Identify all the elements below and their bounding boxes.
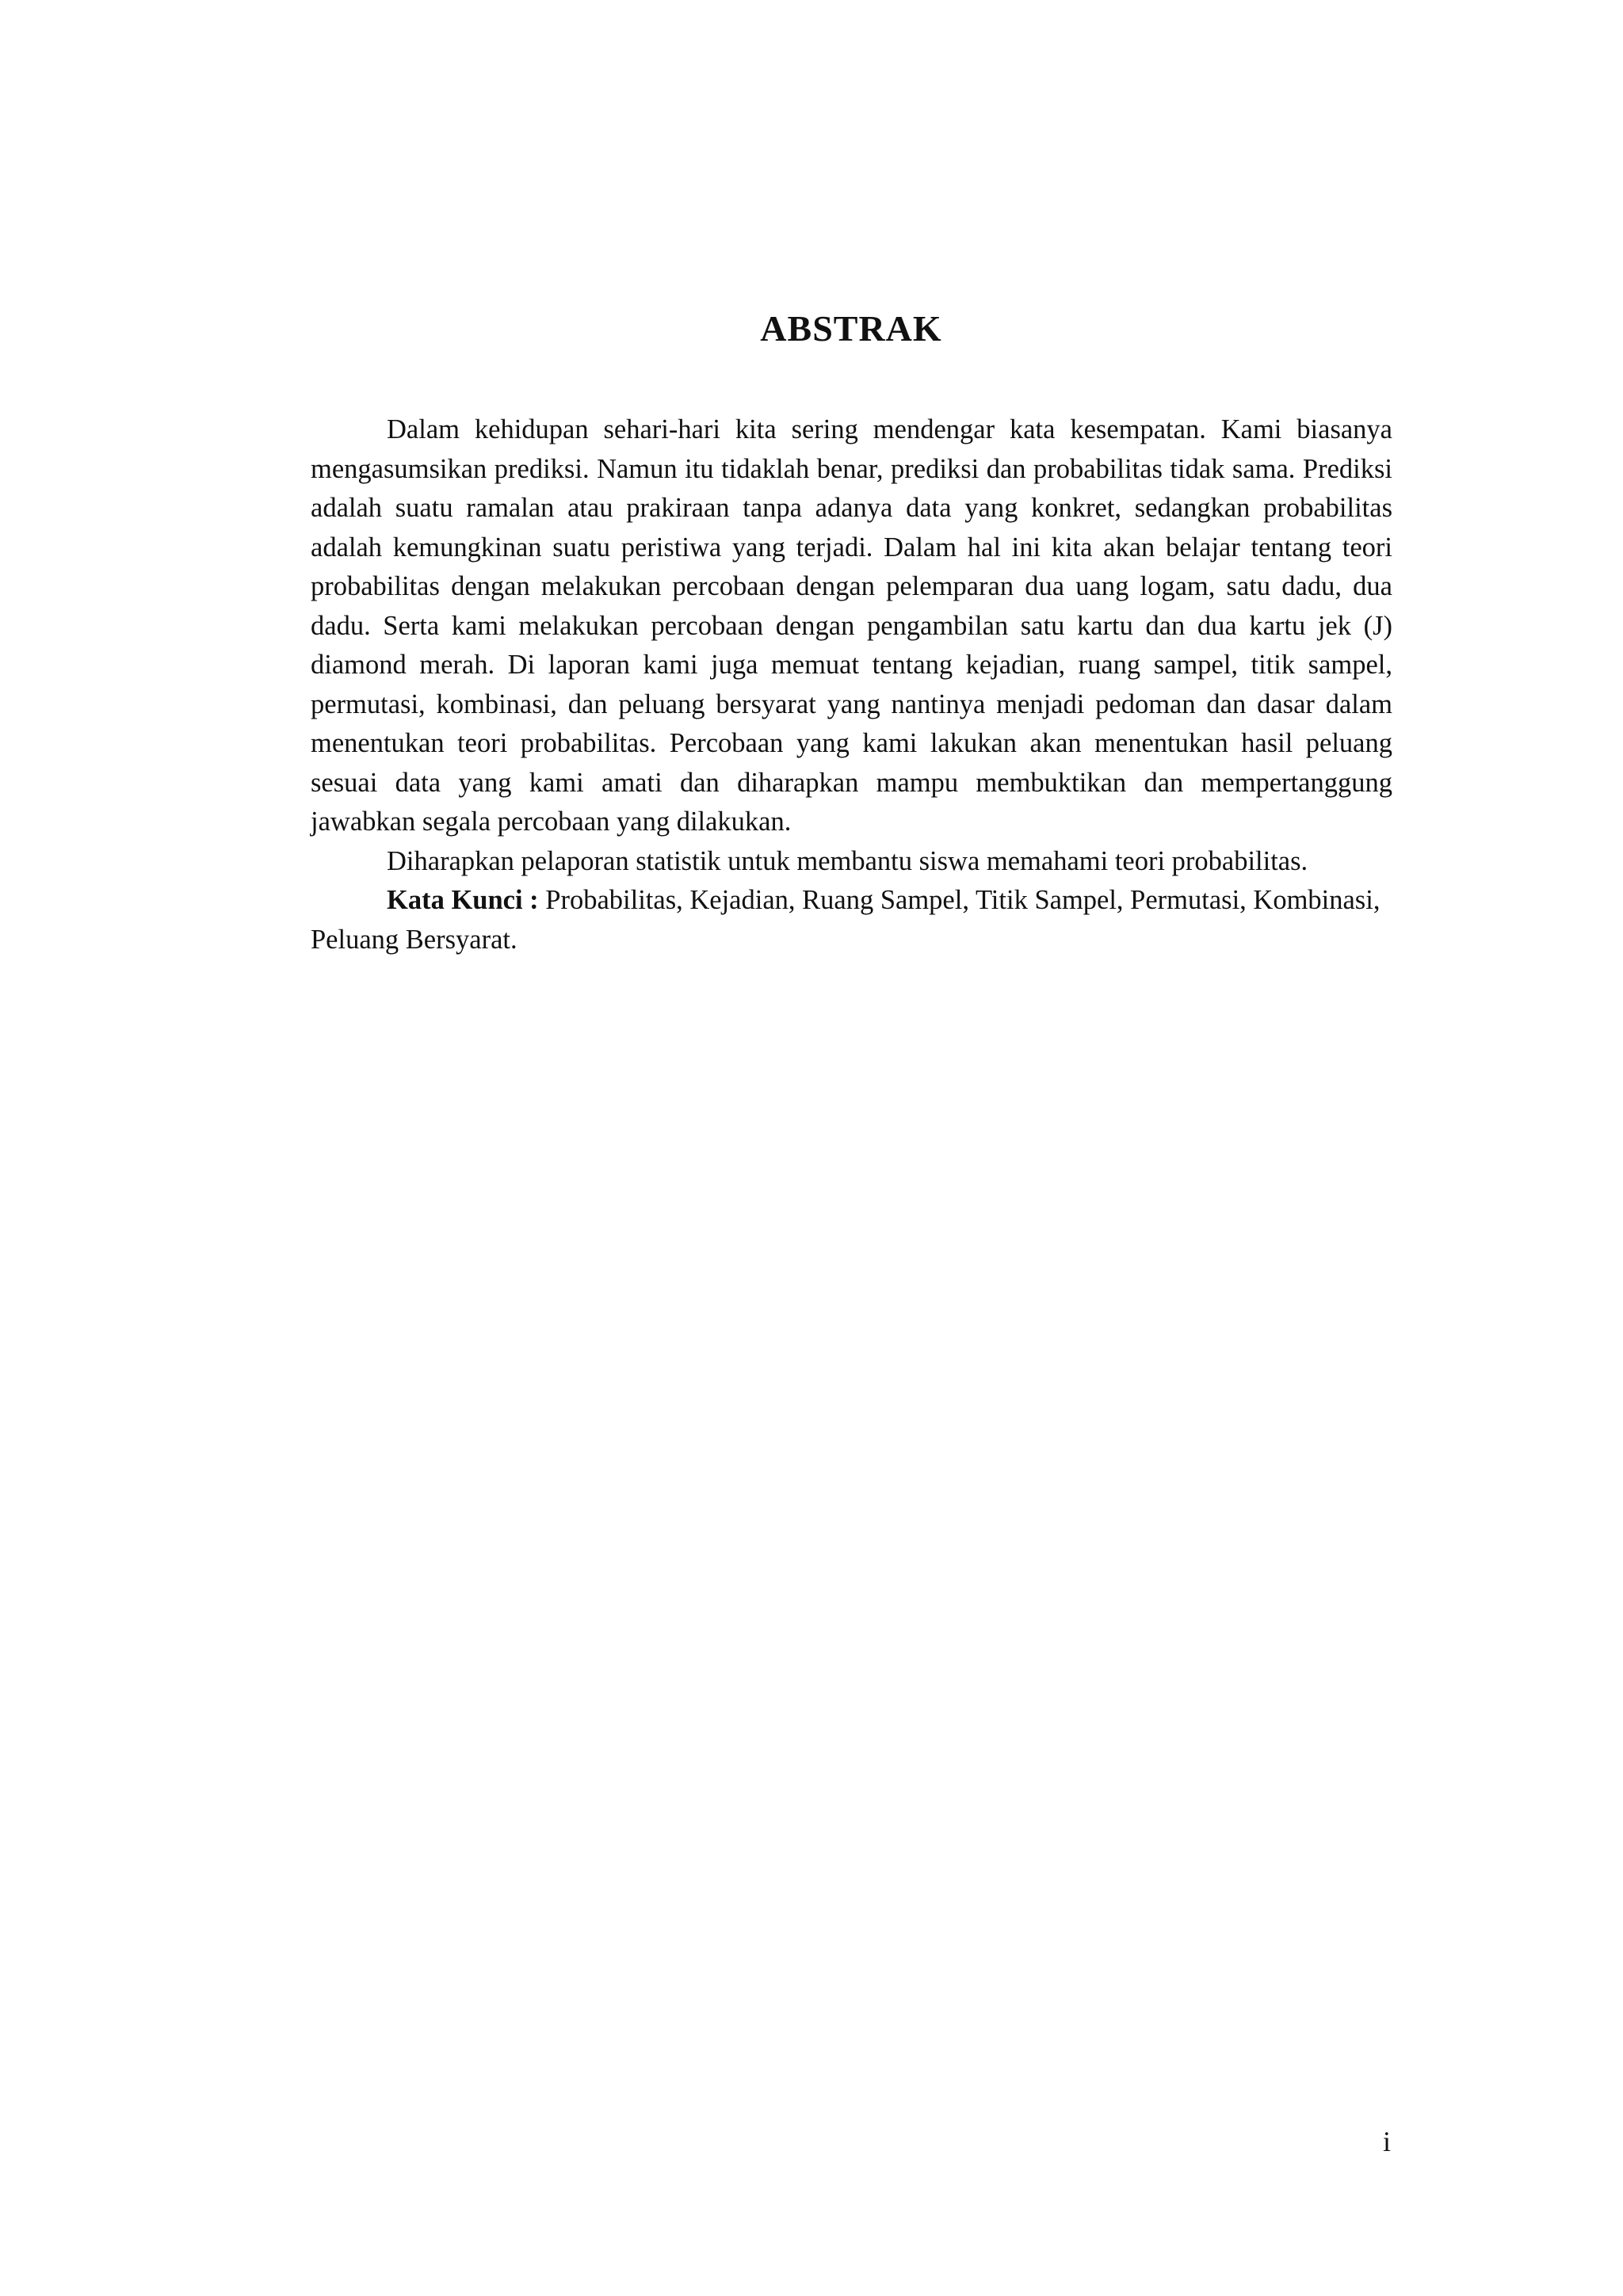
keywords-paragraph bbox=[311, 881, 1392, 959]
keywords-label: Kata Kunci : bbox=[387, 885, 539, 915]
keywords-list: Probabilitas, Kejadian, Ruang Sampel, Titik Sampel, Permutasi, Kombinasi, Peluang Bersyarat. bbox=[311, 885, 1381, 955]
abstract-paragraph-1: Dalam kehidupan sehari-hari kita sering mendengar kata kesempatan. Kami biasanya mengasumsikan prediksi. Namun itu tidaklah benar, prediksi dan probabilitas tidak sama. Prediksi adalah suatu ramalan atau prakiraan tanpa adanya data yang konkret, sedangkan probabilitas adalah kemungkinan suatu peristiwa yang terjadi. Dalam hal ini kita akan belajar tentang teori probabilitas dengan melakukan percobaan dengan pelemparan dua uang logam, satu dadu, dua dadu. Serta kami melakukan percobaan dengan pengambilan satu kartu dan dua kartu jek (J) diamond merah. Di laporan kami juga memuat tentang kejadian, ruang sampel, titik sampel, permutasi, kombinasi, dan peluang bersyarat yang nantinya menjadi pedoman dan dasar dalam menentukan teori probabilitas. Percobaan yang kami lakukan akan menentukan hasil peluang sesuai data yang kami amati dan diharapkan mampu membuktikan dan mempertanggung jawabkan segala percobaan yang dilakukan. bbox=[311, 414, 1392, 837]
abstract-body bbox=[311, 410, 1392, 959]
abstract-paragraph-2: Diharapkan pelaporan statistik untuk membantu siswa memahami teori probabilitas. bbox=[387, 845, 1308, 876]
page-title: ABSTRAK bbox=[760, 308, 942, 349]
page-number: i bbox=[1383, 2126, 1392, 2157]
